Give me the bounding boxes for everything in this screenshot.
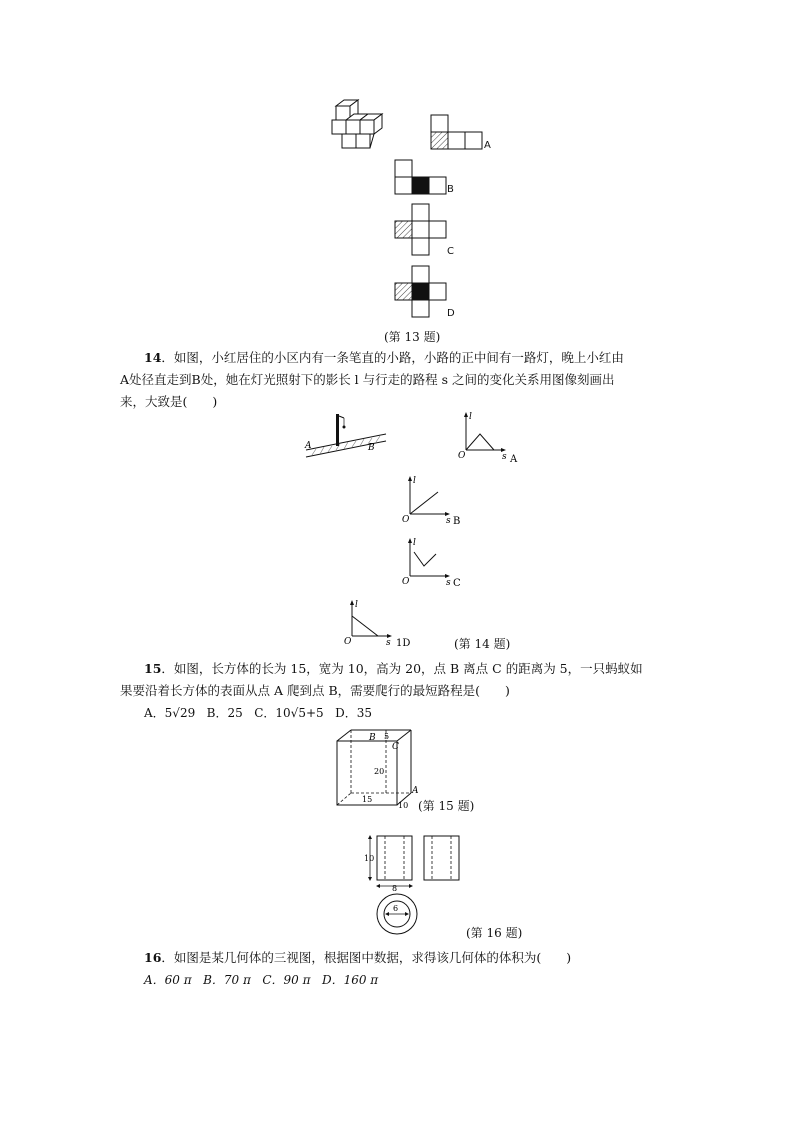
q14-graph-a-label: A xyxy=(510,454,518,464)
q14-point-b-label: B xyxy=(368,443,375,453)
q15-options xyxy=(120,702,680,724)
q15-text-2: 果要沿着长方体的表面从点 A 爬到点 B，需要爬行的最短路程是( ) xyxy=(120,683,510,698)
q13-net-d xyxy=(393,264,453,322)
q14-graph-c-o: O xyxy=(402,577,410,587)
q13-option-a-label: A xyxy=(484,140,491,151)
q15-option-d: D．35 xyxy=(335,706,373,720)
q14-graph-a-o: O xyxy=(458,451,466,461)
q14-graph-a-s: s xyxy=(502,452,507,462)
q14-graph-d-s: s xyxy=(386,638,391,648)
q14-text-2: A处径直走到B处，她在灯光照射下的影长 l 与行走的路程 s 之间的变化关系用图像刻画出 xyxy=(120,372,615,387)
q14-stem xyxy=(120,347,680,413)
q14-graph-b-label: B xyxy=(453,516,461,527)
q13-solid-figure xyxy=(330,98,390,150)
q15-stem xyxy=(120,658,680,724)
q15-dim-width: 10 xyxy=(398,801,409,810)
q14-graph-c-label: C xyxy=(453,578,461,589)
q16-dim-outer: 8 xyxy=(392,884,398,893)
q13-net-b xyxy=(393,158,453,198)
q16-text-1: ．如图是某几何体的三视图，根据图中数据，求得该几何体的体积为( ) xyxy=(161,950,572,965)
q15-point-c: C xyxy=(392,742,399,752)
q16-number: 16 xyxy=(144,950,162,965)
q13-option-b-label: B xyxy=(447,184,454,195)
q15-option-a: A．5√29 xyxy=(144,706,196,720)
q14-graph-d-l: l xyxy=(355,600,358,610)
q15-text-1: ．如图，长方体的长为 15，宽为 10，高为 20，点 B 离点 C 的距离为 5，一只蚂蚁如 xyxy=(161,661,643,676)
q13-caption: (第 13 题) xyxy=(384,330,441,344)
q16-options xyxy=(120,969,680,991)
q14-graph-a-l: l xyxy=(469,412,472,422)
q14-graph-b-l: l xyxy=(413,476,416,486)
q14-text-3: 来，大致是( ) xyxy=(120,394,218,409)
q16-top-view xyxy=(372,890,422,938)
q16-caption: (第 16 题) xyxy=(466,926,523,940)
q14-graph-b-s: s xyxy=(446,516,451,526)
q14-graph-d-label: 1D xyxy=(396,638,411,649)
q15-point-a: A xyxy=(412,786,419,796)
q14-graph-c-l: l xyxy=(413,538,416,548)
q14-graph-a xyxy=(454,410,524,464)
q16-front-view xyxy=(360,828,420,894)
q14-graph-b-o: O xyxy=(402,515,410,525)
q16-dim-inner: 6 xyxy=(393,904,399,913)
q14-text-1: ．如图，小红居住的小区内有一条笔直的小路，小路的正中间有一路灯，晚上小红由 xyxy=(161,350,624,365)
q16-side-view xyxy=(420,834,464,886)
q15-cuboid-figure xyxy=(334,727,424,811)
q15-option-c: C．10√5+5 xyxy=(254,706,324,720)
q16-option-a: A．60 π xyxy=(144,973,192,987)
q15-option-b: B．25 xyxy=(206,706,243,720)
q13-net-c xyxy=(393,202,453,260)
q14-point-a-label: A xyxy=(305,441,312,451)
q14-graph-b xyxy=(398,474,468,528)
q16-option-d: D．160 π xyxy=(321,973,379,987)
q14-graph-c-s: s xyxy=(446,578,451,588)
q15-caption: (第 15 题) xyxy=(418,799,475,813)
q15-point-b: B xyxy=(369,733,376,743)
q14-graph-d xyxy=(340,598,420,652)
q16-dim-height: 10 xyxy=(364,854,375,863)
q13-option-d-label: D xyxy=(447,308,455,319)
q14-number: 14 xyxy=(144,350,162,365)
q15-dim-bc: 5 xyxy=(384,732,390,741)
q14-caption: (第 14 题) xyxy=(454,637,511,651)
q15-dim-length: 15 xyxy=(362,795,373,804)
q13-option-c-label: C xyxy=(447,246,454,257)
q16-option-c: C．90 π xyxy=(262,973,311,987)
q14-graph-d-o: O xyxy=(344,637,352,647)
q16-stem xyxy=(120,947,680,991)
q16-option-b: B．70 π xyxy=(203,973,251,987)
q15-dim-height: 20 xyxy=(374,767,385,776)
q14-graph-c xyxy=(398,536,468,590)
q14-road-figure xyxy=(302,412,392,464)
q15-number: 15 xyxy=(144,661,162,676)
